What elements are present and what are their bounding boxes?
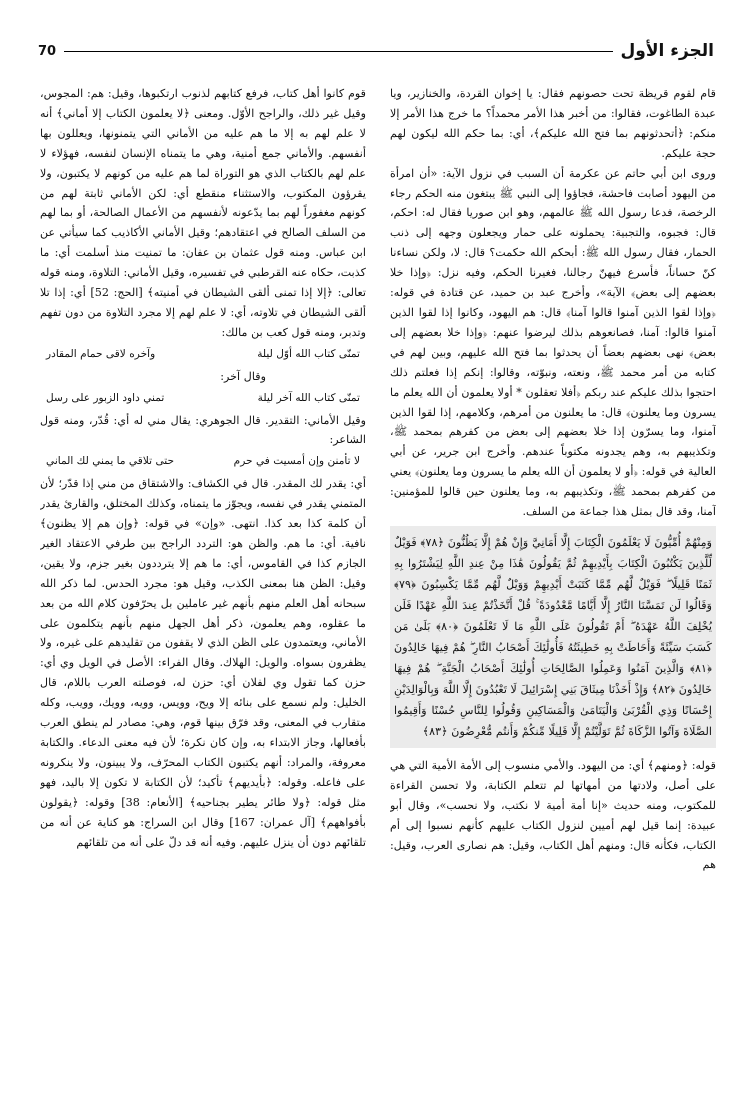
body-paragraph: وروى ابن أبي حاتم عن عكرمة أن السبب في نزول الآية: «أن امرأة من اليهود أصابت فاحشة، فجاؤوا إلى النبي ﷺ يبتغون منه الحكم رجاء الرخصة، فدعا رسول الله ﷺ عالمهم، وهو ابن صوريا فقال له: احكم، قال: فجبوه، والتجبية: يحملونه على حمار ويجعلون وجهه إلى ذنب الحمار، فقال رسول الله ﷺ: أبحكم الله حكمت؟ قال: لا، ولكن نساءنا كنّ حساناً، فأسرع فيهنّ رجالنا، فغيرنا الحكم، وفيه نزل: ﴿وإذا خلا بعضهم إلى بعض﴾ الآية»، وأخرج عبد بن حميد، عن قتادة في قوله: ﴿وإذا لقوا الذين آمنوا قالوا آمنا﴾ قال: هم اليهود، وكانوا إذا لقوا الذين آمنوا قالوا: آمنا، فصانعوهم بذلك ليرضوا عنهم: ﴿وإذا خلا بعضهم إلى بعض﴾ نهى بعضهم بعضاً أن يحدثوا بما فتح الله عليهم، وبين لهم في كتابه من أمر محمد ﷺ، ونعته، ونبوّته، وقالوا: إنكم إذا فعلتم ذلك احتجوا بذلك عليكم عند ربكم ﴿أفلا تعقلون * أولا يعلمون أن الله يعلم ما يسرون وما يعلنون﴾ قال: ما يعلنون من أمرهم، وكلامهم، إذا لقوا الذين آمنوا، وما يسرّون إذا خلا بعضهم إلى بعض من كفرهم بمحمد ﷺ، وتكذيبهم به، وهم يجدونه مكتوباً عندهم. وأخرج ابن جرير، عن أبي العالية في قوله: ﴿أو لا يعلمون أن الله يعلم ما يسرون وما يعلنون﴾ يعني من كفرهم بمحمد ﷺ، وتكذيبهم به، وما يعلنون حين قالوا للمؤمنين: آمنا، وقد قال بمثل هذا جماعة من السلف. [390,166,716,519]
right-column [390,84,716,1102]
running-title: الجزء الأول [620,41,714,61]
poem-intro: وقال آخر: [220,369,266,383]
poem-hemistich: حتى تلاقي ما يمني لك الماني [46,455,175,468]
poem-hemistich: تمنّى كتاب الله آخر ليلة [257,391,360,404]
body-paragraph: قوله: ﴿ومنهم﴾ أي: من اليهود. والأمي منسوب إلى الأمة الأمية التي هي على أصل، ولادتها من أمهاتها لم تتعلم الكتابة، ولا تحسن القراءة للمكتوب، ومنه حديث «إنا أمة أمية لا نكتب، ولا نحسب»، وقال أبو عبيدة: إنما قيل لهم أميين لنزول الكتاب عليهم كأنهم نسبوا إلى أم الكتاب، فكأنه قال: ومنهم أهل الكتاب، وقيل: هم نصارى العرب، وقيل: هم [390,758,716,872]
body-paragraph: قوم كانوا أهل كتاب، فرفع كتابهم لذنوب ارتكبوها، وقيل: هم: المجوس، وقيل غير ذلك، والراجح الأوّل. ومعنى ﴿لا يعلمون الكتاب إلا أماني﴾ أنه لا علم لهم به إلا ما هم عليه من الأماني التي يتمنونها، ويعللون بها أنفسهم. والأماني جمع أمنية، وهي ما يتمناه الإنسان لنفسه، فهؤلاء لا علم لهم بالكتاب الذي هو التوراة لما هم عليه من كونهم لا يكتبون، ولا يقرؤون المكتوب، والاستثناء منقطع أي: لكن الأماني ثابتة لهم من كونهم مغفوراً لهم بما يدّعونه لأنفسهم من الأعمال الصالحة، أو بما لهم من السلف الصالح في اعتقادهم؛ وقيل الأماني الأكاذيب كما سيأتي عن ابن عباس. ومنه قول عثمان بن عفان: ما تمنيت منذ أسلمت أي: ما كذبت، حكاه عنه القرطبي في تفسيره، وقيل الأماني: التلاوة، ومنه قوله تعالى: ﴿إلا إذا تمنى ألقى الشيطان في أمنيته﴾ [الحج: 52] أي: إذا تلا ألقى الشيطان في تلاوته، أي: لا علم لهم إلا مجرد التلاوة من دون تفهم وتدبر، ومنه قول كعب بن مالك: [40,87,366,339]
body-paragraph: وقيل الأماني: التقدير. قال الجوهري: يقال مني له أي: قُدّر، ومنه قول الشاعر: [40,413,366,447]
quran-verse-block: وَمِنْهُمْ أُمِّيُّونَ لَا يَعْلَمُونَ الْكِتَابَ إِلَّا أَمَانِيَّ وَإِنْ هُمْ إِلَّا يَظُنُّونَ ﴿٧٨﴾ فَوَيْلٌ لِّلَّذِينَ يَكْتُبُونَ الْكِتَابَ بِأَيْدِيهِمْ ثُمَّ يَقُولُونَ هَٰذَا مِنْ عِندِ اللَّهِ لِيَشْتَرُوا بِهِ ثَمَنًا قَلِيلًا ۖ فَوَيْلٌ لَّهُم مِّمَّا كَتَبَتْ أَيْدِيهِمْ وَوَيْلٌ لَّهُم مِّمَّا يَكْسِبُونَ ﴿٧٩﴾ وَقَالُوا لَن تَمَسَّنَا النَّارُ إِلَّا أَيَّامًا مَّعْدُودَةً ۚ قُلْ أَتَّخَذْتُمْ عِندَ اللَّهِ عَهْدًا فَلَن يُخْلِفَ اللَّهُ عَهْدَهُ ۖ أَمْ تَقُولُونَ عَلَى اللَّهِ مَا لَا تَعْلَمُونَ ﴿٨٠﴾ بَلَىٰ مَن كَسَبَ سَيِّئَةً وَأَحَاطَتْ بِهِ خَطِيئَتُهُ فَأُولَٰئِكَ أَصْحَابُ النَّارِ ۖ هُمْ فِيهَا خَالِدُونَ ﴿٨١﴾ وَالَّذِينَ آمَنُوا وَعَمِلُوا الصَّالِحَاتِ أُولَٰئِكَ أَصْحَابُ الْجَنَّةِ ۖ هُمْ فِيهَا خَالِدُونَ ﴿٨٢﴾ وَإِذْ أَخَذْنَا مِيثَاقَ بَنِي إِسْرَائِيلَ لَا تَعْبُدُونَ إِلَّا اللَّهَ وَبِالْوَالِدَيْنِ إِحْسَانًا وَذِي الْقُرْبَىٰ وَالْيَتَامَىٰ وَالْمَسَاكِينِ وَقُولُوا لِلنَّاسِ حُسْنًا وَأَقِيمُوا الصَّلَاةَ وَآتُوا الزَّكَاةَ ثُمَّ تَوَلَّيْتُمْ إِلَّا قَلِيلًا مِّنكُمْ وَأَنتُم مُّعْرِضُونَ ﴿٨٣﴾ [390,526,716,748]
body-paragraph: أي: يقدر لك المقدر. قال في الكشاف: والاشتقاق من مني إذا قدّر؛ لأن المتمني يقدر في نفسه، ويجوّز ما يتمناه، وكذلك المختلق، والقارئ يقدر أن كلمة كذا بعد كذا. انتهى. «وإن» في قوله: ﴿وإن هم إلا يظنون﴾ نافية. أي: ما هم. والظن هو: التردد الراجح بين طرفي الاعتقاد الغير الجازم كذا في القاموس، أي: ما هم إلا يترددون بغير جزم، ولا يقين، وقيل: الظن هنا بمعنى الكذب، وقيل هو: مجرد الحدس. لما ذكر الله سبحانه أهل العلم منهم بأنهم غير عاملين بل يحرّفون كلام الله من بعد ما عقلوه، وهم يعلمون، ذكر أهل الجهل منهم بأنهم يتكلمون على الأماني، ويعتمدون على الظن الذي لا يقفون من تقليدهم على غيره، ولا يظفرون بسواه. والويل: الهلاك. وقال الفراء: الأصل في الويل وي أي: حزن كما تقول وي لفلان أي: حزن له، فوصلته العرب باللام، قال الخليل: ولم نسمع على بنائه إلا ويح، وويس، وويه، وويك، وويب، وكله متقارب في المعنى، وقد فرّق بينها قوم، وهي: مصادر لم ينطق العرب بأفعالها، وجاز الابتداء به، وإن كان نكرة؛ لأن فيه معنى الدعاء. والكتابة معروفة، والمراد: أنهم يكتبون الكتاب المحرّف، ولا يبينون، ولا ينكرونه على فاعله. وقوله: ﴿بأيديهم﴾ تأكيد؛ لأن الكتابة لا تكون إلا باليد، فهو مثل قوله: ﴿ولا طائر يطير بجناحيه﴾ [الأنعام: 38] وقوله: ﴿يقولون بأفواههم﴾ [آل عمران: 167] وقال ابن السراج: هو كناية عن أنه من تلقائهم دون أن ينزل عليهم. وفيه أنه قد دلّ على أنه من تلقائهم [40,477,366,849]
page-number: 70 [38,43,57,59]
poem-verse [46,452,360,472]
body-paragraph: قام لقوم قريظة تحت حصونهم فقال: يا إخوان القردة، والخنازير، ويا عبدة الطاغوت، فقالوا: من أخبر هذا الأمر محمداً؟ ما خرج هذا الأمر إلا منكم: ﴿أتحدثونهم بما فتح الله عليكم﴾، أي: بما حكم الله ليكون لهم حجة عليكم. [390,87,716,160]
page-header [38,34,714,68]
poem-hemistich: تمنّى كتاب الله أوّل ليلة [257,347,360,360]
poem-verse [46,389,360,409]
poem-hemistich: تمني داود الزبور على رسل [46,391,165,404]
poem-verse [46,345,360,365]
left-column [40,84,366,1102]
poem-hemistich: لا تأمنن وإن أمسيت في حرم [233,455,360,468]
poem-hemistich: وآخره لاقى حمام المقادر [46,347,156,360]
header-rule [64,51,612,52]
